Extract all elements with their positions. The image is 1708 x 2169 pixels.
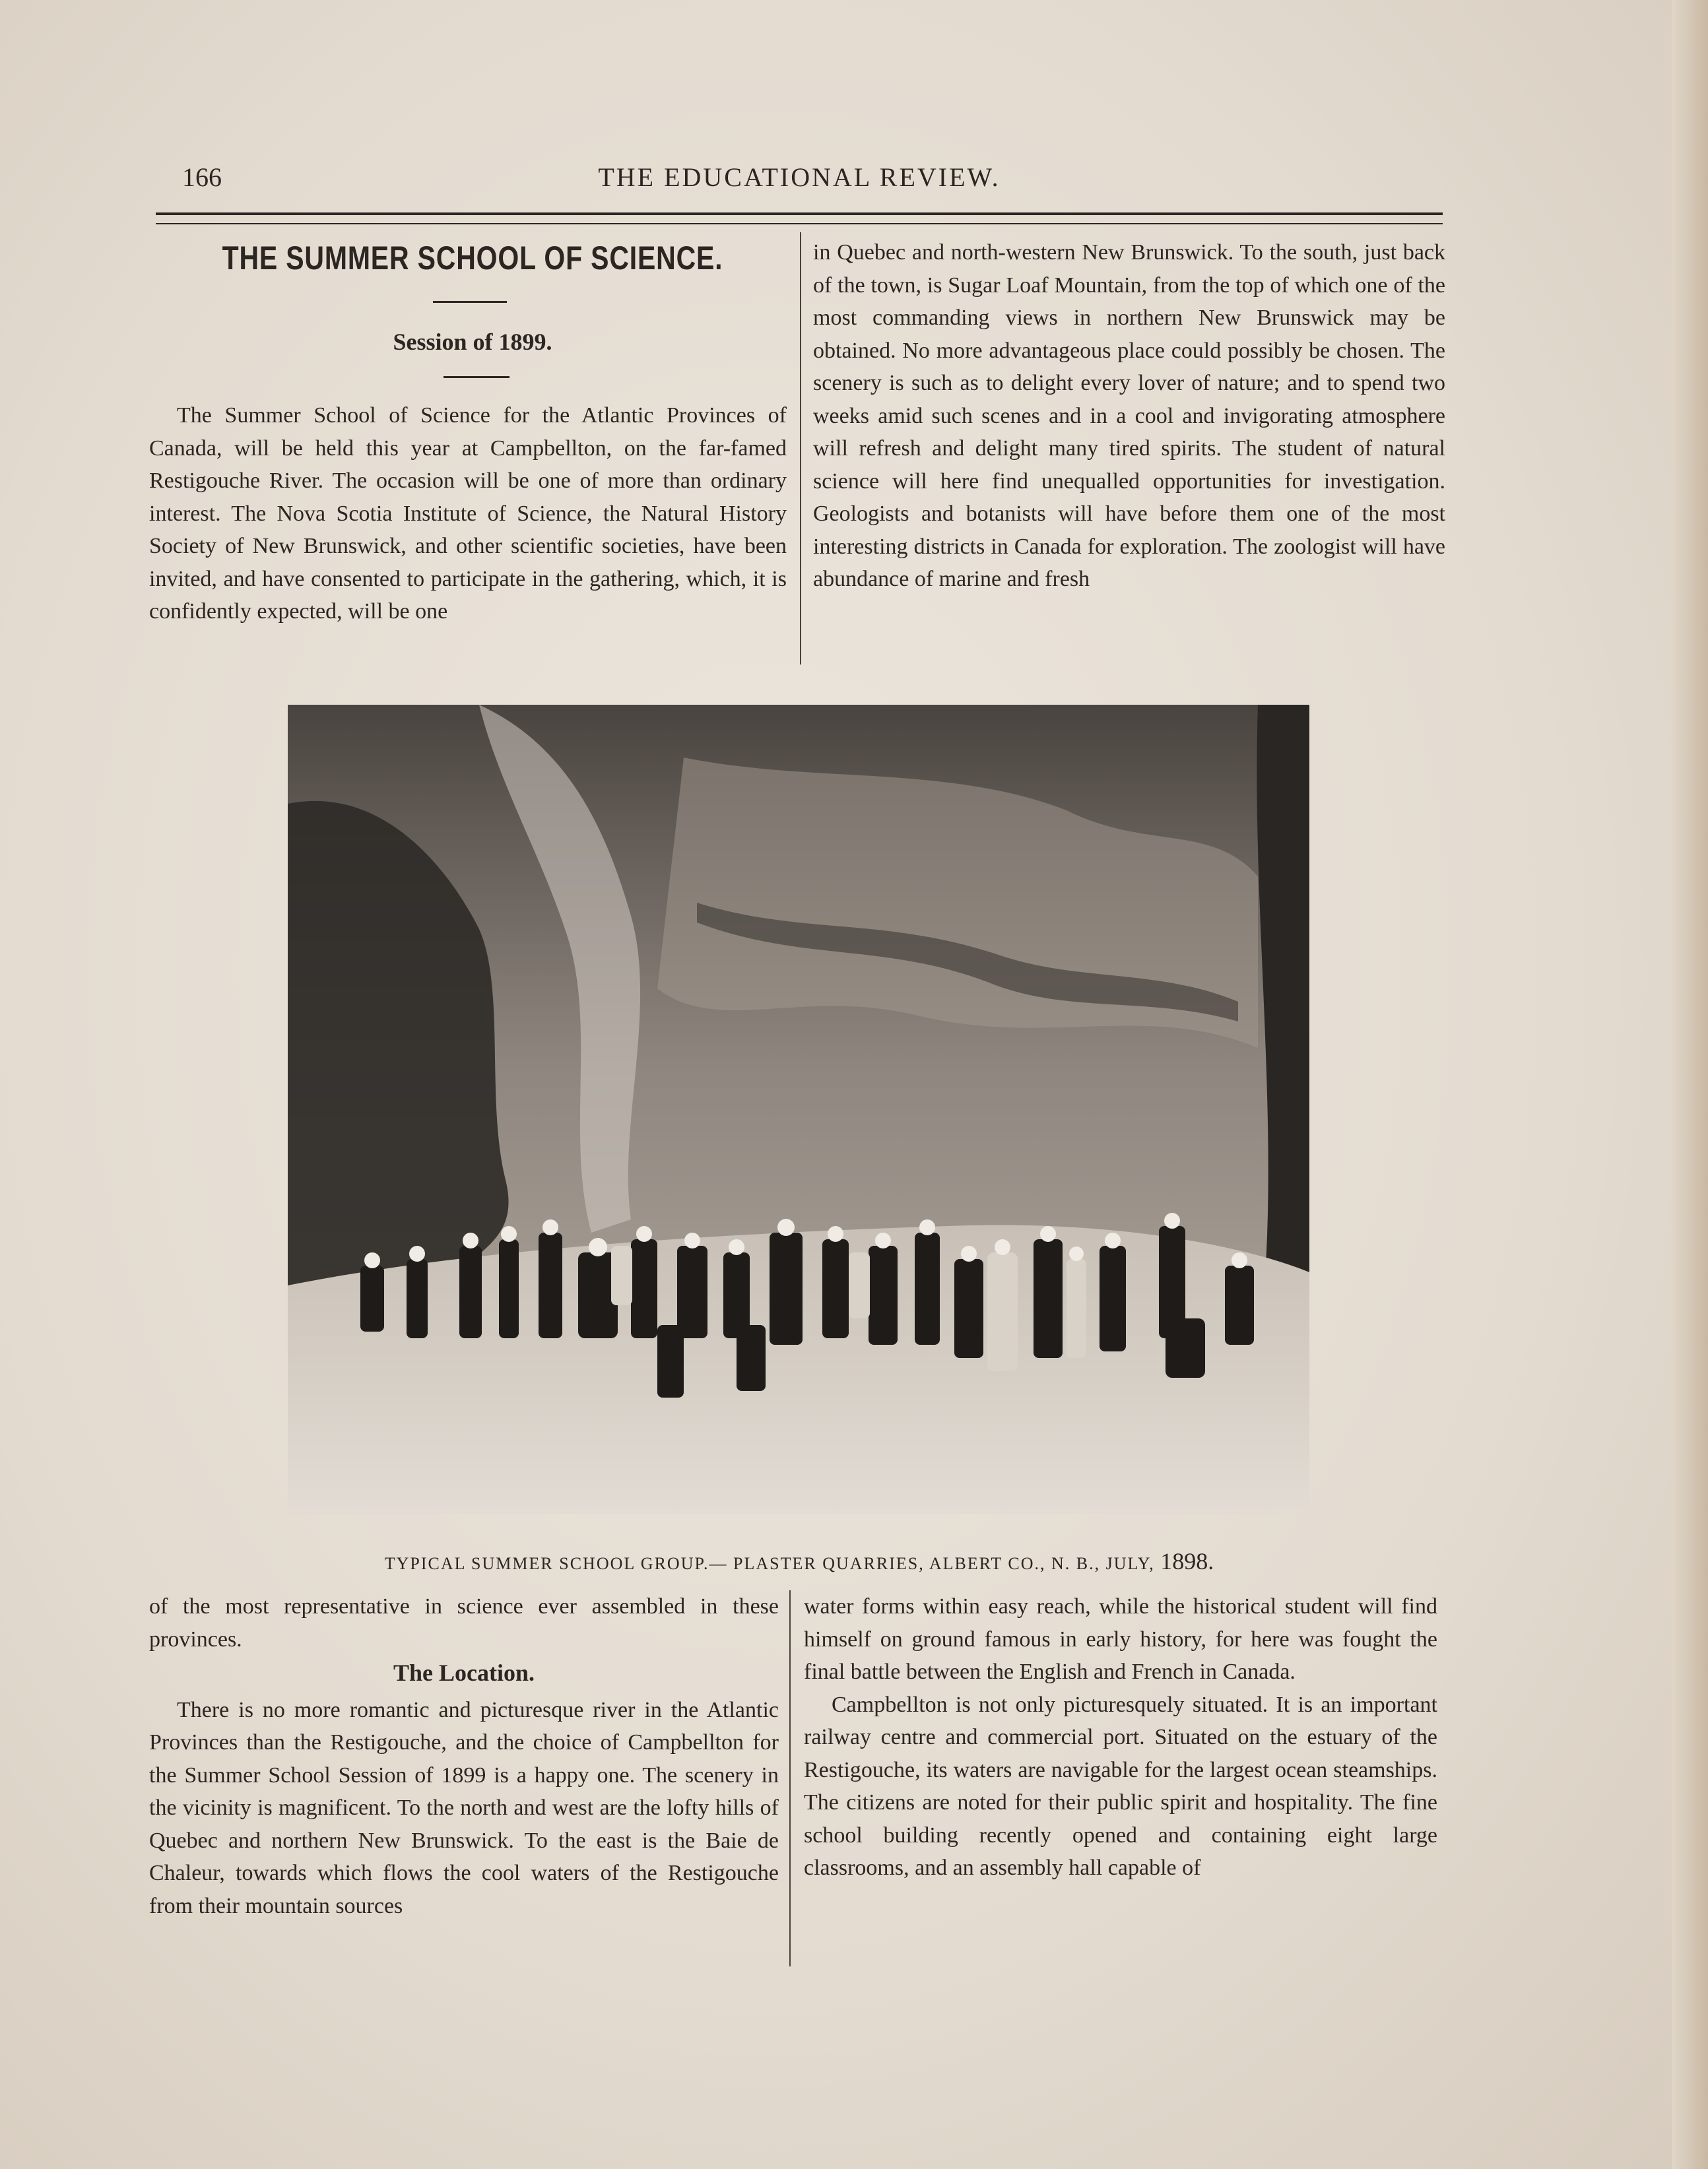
article-title: THE SUMMER SCHOOL OF SCIENCE. [222,240,723,276]
photo-caption [156,1547,1443,1575]
upper-right-column [813,236,1445,596]
column-divider-lower [789,1590,791,1966]
page-edge [1672,0,1708,2169]
history-paragraph: water forms within easy reach, while the historical student will find himself on ground famous in early history, for here was fought the final battle between the English and French in Canada. [804,1594,1437,1684]
intro-paragraph: The Summer School of Science for the Atlantic Provinces of Canada, will be held this year at Campbellton, on the far-famed Restigouche River. The occasion will be one of more than ordinary interest. The Nova Scotia Institute of Science, the Natural History Society of New Brunswick, and other scientific societies, have been invited, and have consented to participate in the gathering, which, it is confidently expected, will be one [149,403,787,624]
session-rule [443,376,509,378]
location-paragraph: There is no more romantic and picturesque river in the Atlantic Provinces than the Restigouche, and the choice of Campbellton for the Summer School Session of 1899 is a happy one. The scenery in the vicinity is magnificent. To the north and west are the lofty hills of Quebec and northern New Brunswick. To the east is the Baie de Chaleur, towards which flows the cool waters of the Restigouche from their mountain sources [149,1697,779,1918]
location-heading: The Location. [393,1660,535,1686]
lower-right-column [804,1590,1437,1885]
scenery-paragraph: in Quebec and north-western New Brunswick. To the south, just back of the town, is Sugar Loaf Mountain, from the top of which one of the most commanding views in northern New Brunswick may be obtained. No more advantageous place could possibly be chosen. The scenery is such as to delight every lover of nature; and to spend two weeks amid such scenes and in a cool and invigorating atmosphere will refresh and delight many tired spirits. The student of natural science will here find unequalled opportunities for investigation. Geologists and botanists will have before them one of the most interesting districts in Canada for exploration. The zoologist will have abundance of marine and fresh [813,240,1445,591]
journal-title: THE EDUCATIONAL REVIEW. [598,162,1001,192]
group-photograph [288,705,1309,1514]
running-head [156,162,1443,201]
header-rule [156,212,1443,224]
title-rule [433,301,507,303]
page-number: 166 [182,162,222,192]
quarry-group-image [288,705,1309,1514]
upper-left-column [149,399,787,628]
column-divider [800,232,801,664]
lower-left-column [149,1590,779,1922]
session-heading: Session of 1899. [393,329,552,355]
continuation-paragraph: of the most representative in science ever assembled in these provinces. [149,1594,779,1652]
campbellton-paragraph: Campbellton is not only picturesquely situated. It is an important railway centre and commercial port. Situated on the estuary of the Restigouche, its waters are navigable for the largest ocean steamships. The citizens are noted for their public spirit and hospitality. The fine school building recently opened and containing eight large classrooms, and an assembly hall capable of [804,1692,1437,1880]
caption-year: 1898. [1160,1548,1214,1574]
caption-text: TYPICAL SUMMER SCHOOL GROUP.— PLASTER QUARRIES, ALBERT CO., N. B., JULY, [384,1554,1161,1573]
